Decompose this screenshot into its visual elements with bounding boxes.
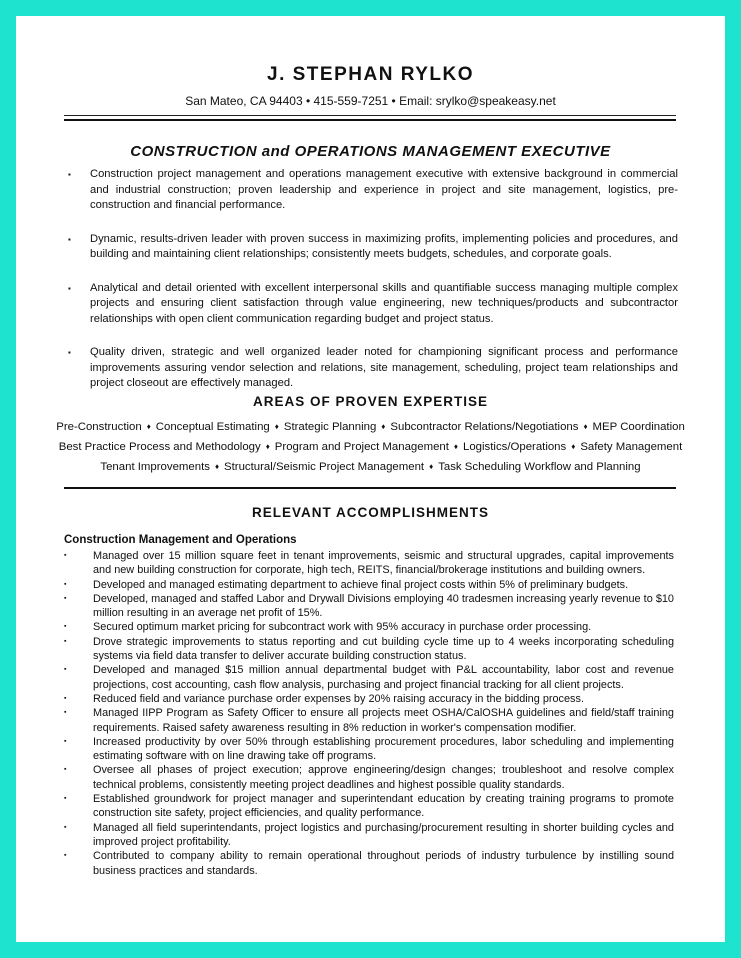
accomplishments-list	[64, 549, 674, 878]
accomplishment-item: ▪ Developed and managed estimating department to achieve final project costs within 5% of preliminary budgets.	[64, 578, 629, 591]
summary-item: ▪ Quality driven, strategic and well organized leader noted for championing significant process and performance improvements assuring vendor selection and relations, site management, scheduling, project team relationships and project closeout are effectively managed.	[68, 346, 678, 389]
expertise-item: Pre-Construction	[56, 421, 142, 433]
expertise-item: Strategic Planning	[283, 421, 377, 433]
bullet-icon: ▪	[68, 348, 71, 357]
bullet-icon: ▪	[64, 795, 67, 803]
expertise-title: AREAS OF PROVEN EXPERTISE	[252, 394, 489, 409]
summary-item: ▪ Construction project management and operations management executive with extensive background in commercial and industrial construction; proven leadership and experience in project and site management, logistics, pre-construction and financial performance.	[68, 168, 678, 211]
expertise-item: MEP Coordination	[592, 421, 685, 433]
expertise-line	[16, 437, 725, 457]
diamond-icon: ♦	[429, 462, 434, 471]
diamond-icon: ♦	[583, 422, 588, 431]
bullet-icon: ▪	[64, 823, 67, 831]
expertise-line	[16, 457, 725, 477]
accomplishment-item: ▪ Developed and managed $15 million annual departmental budget with P&L accountability, labor cost and revenue projections, cost accounting, cash flow analysis, purchasing and project financial tracking for all client projects.	[64, 664, 674, 691]
expertise-item: Structural/Seismic Project Management	[224, 461, 425, 473]
header-divider-bottom	[64, 119, 676, 121]
professional-headline: CONSTRUCTION and OPERATIONS MANAGEMENT EXECUTIVE	[130, 143, 611, 160]
bullet-icon: ▪	[64, 637, 67, 645]
expertise-list	[16, 417, 725, 477]
expertise-item: Subcontractor Relations/Negotiations	[390, 421, 579, 433]
bullet-icon: ▪	[64, 666, 67, 674]
bullet-icon: ▪	[64, 623, 67, 631]
diamond-icon: ♦	[274, 422, 279, 431]
accomplishment-item: ▪ Contributed to company ability to remain operational throughout periods of industry turbulence by instilling sound business practices and standards.	[64, 850, 674, 877]
expertise-item: Tenant Improvements	[100, 461, 210, 473]
accomplishments-title: RELEVANT ACCOMPLISHMENTS	[251, 505, 489, 520]
bullet-icon: ▪	[68, 283, 71, 293]
bullet-icon: ▪	[64, 580, 67, 588]
accomplishment-item: ▪ Drove strategic improvements to status reporting and cut building cycle time up to 4 weeks incorporating scheduling systems via field data transfer to deliver accurate building construction status.	[64, 635, 674, 663]
bullet-icon: ▪	[64, 552, 67, 559]
diamond-icon: ♦	[453, 442, 459, 451]
expertise-item: Program and Project Management	[274, 441, 449, 453]
accomplishments-subhead: Construction Management and Operations	[64, 534, 297, 546]
expertise-item: Task Scheduling Workflow and Planning	[438, 461, 641, 473]
summary-item: ▪ Analytical and detail oriented with excellent interpersonal skills and quantifiable success managing multiple complex projects and ensuring client satisfaction through value engineering, new techniques/products and subcontractor relationships with open client communication regarding budget and project status.	[68, 281, 678, 325]
bullet-icon: ▪	[68, 234, 71, 244]
expertise-item: Logistics/Operations	[463, 441, 567, 453]
bullet-icon: ▪	[64, 852, 67, 860]
expertise-item: Safety Management	[580, 441, 683, 453]
diamond-icon: ♦	[381, 422, 386, 431]
expertise-item: Conceptual Estimating	[155, 421, 270, 433]
accomplishment-item: ▪ Reduced field and variance purchase order expenses by 20% raising accuracy in the bidding process.	[64, 692, 584, 705]
diamond-icon: ♦	[214, 462, 220, 471]
accomplishment-item: ▪ Managed over 15 million square feet in tenant improvements, seismic and structural upgrades, capital improvements and new building construction for corporate, high tech, REITS, financial/brokerage institutions and building owners.	[64, 550, 674, 577]
expertise-item: Best Practice Process and Methodology	[58, 441, 261, 453]
bullet-icon: ▪	[64, 737, 67, 745]
summary-list	[66, 167, 678, 392]
summary-item: ▪ Dynamic, results-driven leader with proven success in maximizing profits, implementing policies and procedures, and building and maintaining client relationships; consistently meets budgets, schedules, and corporate goals.	[68, 232, 678, 260]
bullet-icon: ▪	[64, 694, 67, 702]
bullet-icon: ▪	[68, 170, 71, 179]
accomplishment-item: ▪ Managed IIPP Program as Safety Officer to ensure all projects meet OSHA/CalOSHA guidelines and field/staff training requirements. Raised safety awareness resulting in 8% reduction in worker's compensation modifier.	[64, 707, 674, 734]
diamond-icon: ♦	[571, 442, 576, 451]
bullet-icon: ▪	[64, 709, 67, 717]
accomplishment-item: ▪ Established groundwork for project manager and superintendant education by creating training programs to promote construction site safety, project efficiencies, and quality performance.	[64, 793, 674, 820]
contact-line: San Mateo, CA 94403 • 415-559-7251 • Email: srylko@speakeasy.net	[185, 94, 556, 108]
accomplishment-item: ▪ Increased productivity by over 50% through establishing procurement procedures, labor scheduling and implementing estimating software with on line drawing take off programs.	[64, 735, 674, 763]
bullet-icon: ▪	[64, 766, 67, 774]
section-divider	[64, 487, 676, 489]
accomplishment-item: ▪ Oversee all phases of project execution; approve engineering/design changes; troubleshoot and resolve complex technical problems, consistently meeting project deadlines and highest possible quality standards.	[64, 764, 674, 791]
diamond-icon: ♦	[265, 442, 270, 451]
diamond-icon: ♦	[146, 422, 151, 431]
header-divider-top	[64, 115, 676, 116]
accomplishment-item: ▪ Developed, managed and staffed Labor and Drywall Divisions employing 40 tradesmen increasing yearly revenue to $10 million resulting in an average net profit of 15%.	[64, 592, 674, 620]
bullet-icon: ▪	[64, 594, 67, 602]
candidate-name: J. STEPHAN RYLKO	[267, 64, 474, 85]
resume-page	[16, 16, 725, 942]
accomplishment-item: ▪ Managed all field superintendants, project logistics and purchasing/procurement resulting in shorter building cycles and improved project profitability.	[64, 821, 674, 848]
accomplishment-item: ▪ Secured optimum market pricing for subcontract work with 95% accuracy in purchase order processing.	[64, 621, 592, 634]
expertise-line	[16, 417, 725, 437]
